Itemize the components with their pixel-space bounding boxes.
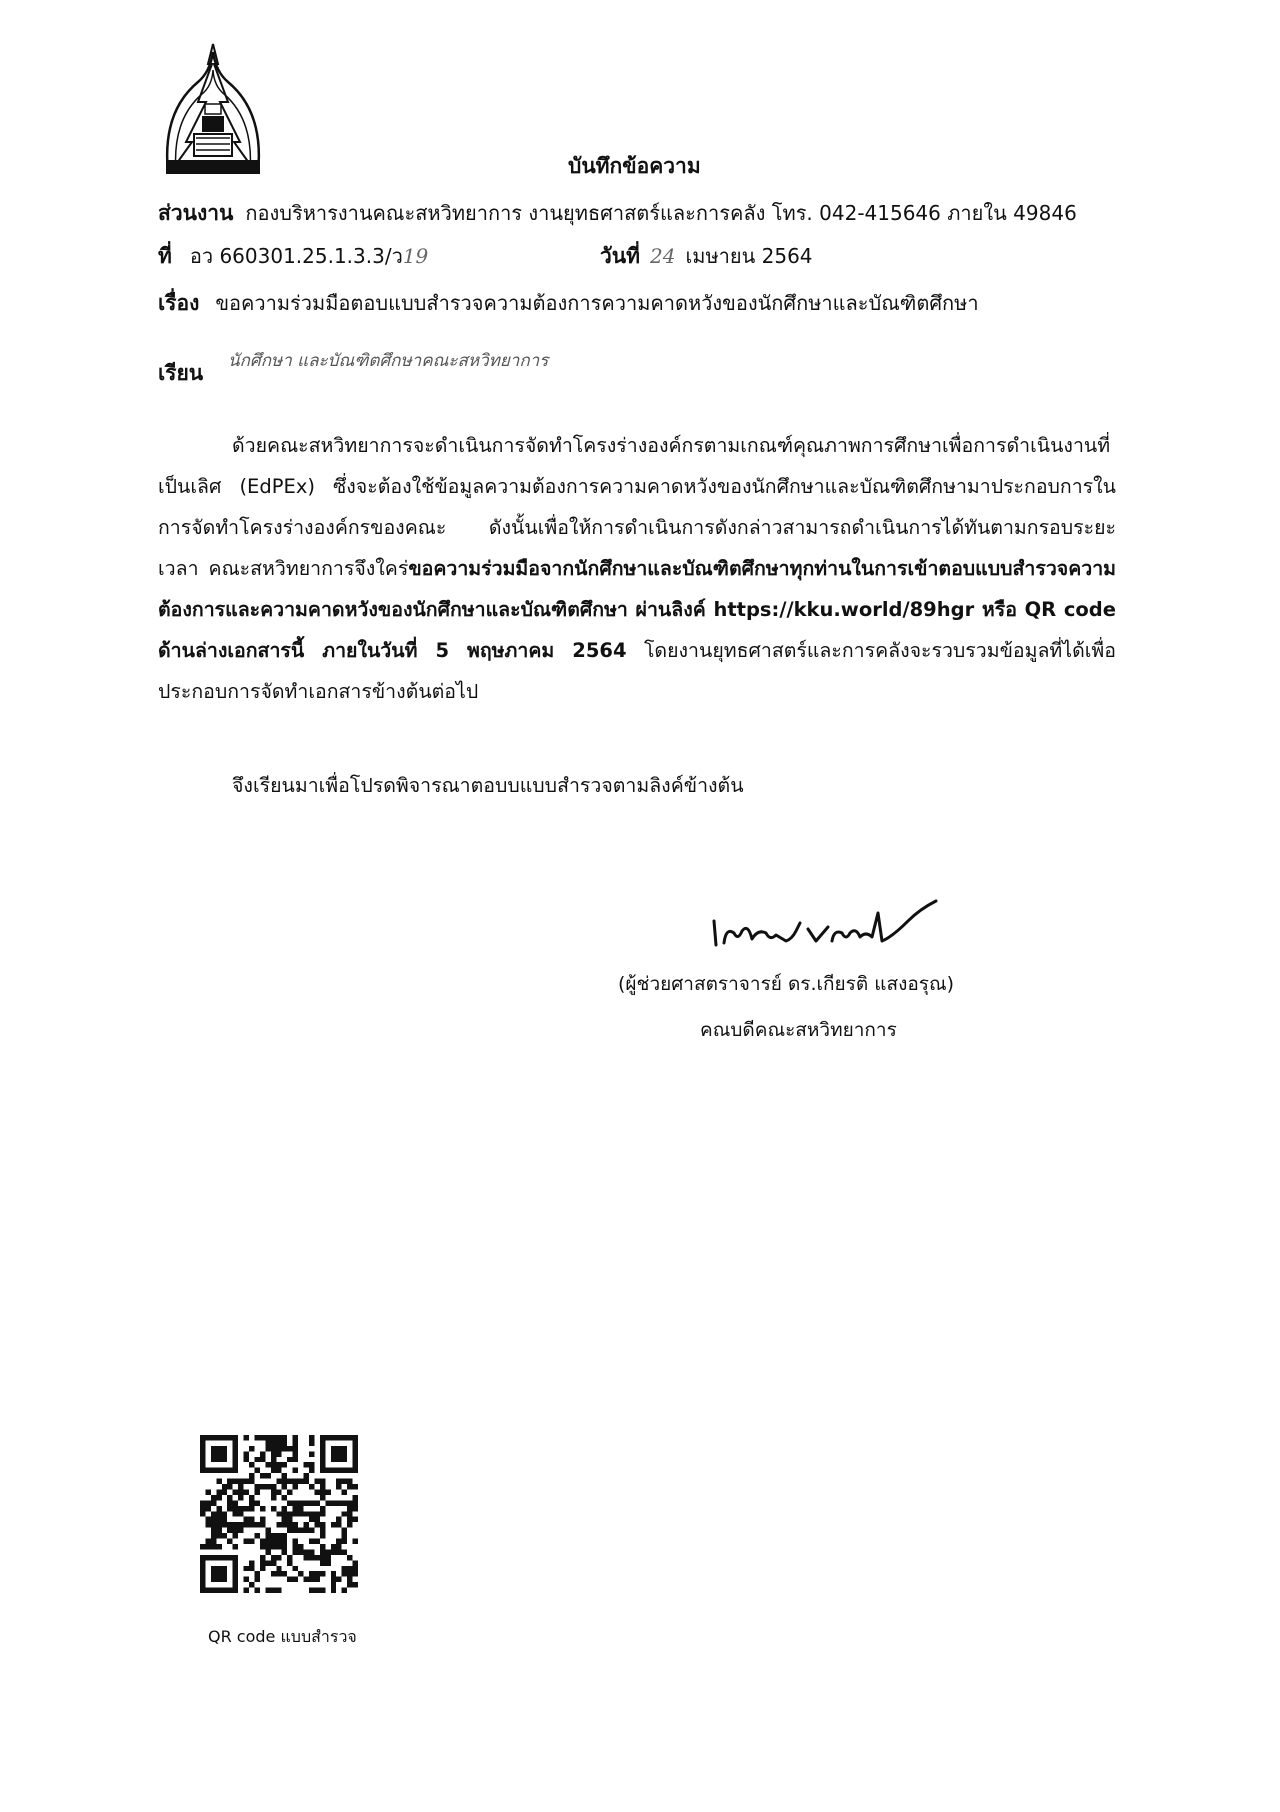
university-crest-logo: [158, 42, 268, 178]
survey-qr-code[interactable]: [200, 1435, 358, 1593]
date-label: วันที่: [600, 244, 640, 268]
date-month-year: เมษายน 2564: [685, 244, 813, 268]
subject-label: เรื่อง: [158, 291, 200, 315]
subject-value: ขอความร่วมมือตอบแบบสำรวจความต้องการความคาดหวังของนักศึกษาและบัณฑิตศึกษา: [215, 291, 979, 315]
recipient-row: [158, 351, 549, 390]
department-label: ส่วนงาน: [158, 201, 234, 225]
reference-label: ที่: [158, 244, 172, 268]
signature-image: [710, 893, 950, 953]
recipient-label: เรียน: [158, 361, 204, 385]
subject-row: [158, 287, 979, 320]
reference-handwritten: 19: [402, 244, 429, 268]
date-row: [600, 240, 813, 273]
signer-title: คณบดีคณะสหวิทยาการ: [700, 1019, 897, 1041]
memo-title: บันทึกข้อความ: [568, 154, 701, 178]
body-paragraph-end: โดยงานยุทธศาสตร์และการคลังจะรวบรวมข้อมูลที่ได้เพื่อประกอบการจัดทำเอกสารข้างต้นต่อไป: [158, 639, 1116, 703]
reference-number: อว 660301.25.1.3.3/ว: [189, 244, 403, 268]
qr-caption: QR code แบบสำรวจ: [208, 1627, 357, 1646]
date-day: 24: [650, 244, 676, 268]
reference-row: [158, 240, 428, 273]
department-row: [158, 197, 1077, 230]
memo-body: [158, 425, 1116, 712]
body-paragraph-bold: ขอความร่วมมือจากนักศึกษาและบัณฑิตศึกษาทุกท่านในการเข้าตอบแบบสำรวจความต้องการและความคาดหวังของนักศึกษาและบัณฑิตศึกษา ผ่านลิงค์ https://kku.world/89hgr หรือ QR code ด้านล่างเอกสารนี้ ภายในวันที่ 5 พฤษภาคม 2564: [158, 557, 1116, 662]
closing-line: จึงเรียนมาเพื่อโปรดพิจารณาตอบบแบบสำรวจตามลิงค์ข้างต้น: [232, 774, 744, 797]
body-paragraph: ด้วยคณะสหวิทยาการจะดำเนินการจัดทำโครงร่างองค์กรตามเกณฑ์คุณภาพการศึกษาเพื่อการดำเนินงานที่เป็นเลิศ (EdPEx) ซึ่งจะต้องใช้ข้อมูลความต้องการความคาดหวังของนักศึกษาและบัณฑิตศึกษามาประกอบการในการจัดทำโครงร่างองค์กรของคณะ ดังนั้นเพื่อให้การดำเนินการดังกล่าวสามารถดำเนินการได้ทันตามกรอบระยะเวลา คณะสหวิทยาการจึงใคร่: [158, 434, 1116, 580]
signer-name: (ผู้ช่วยศาสตราจารย์ ดร.เกียรติ แสงอรุณ): [618, 973, 955, 995]
recipient-handwritten: นักศึกษา และบัณฑิตศึกษาคณะสหวิทยาการ: [228, 351, 549, 371]
department-value: กองบริหารงานคณะสหวิทยาการ งานยุทธศาสตร์และการคลัง โทร. 042-415646 ภายใน 49846: [245, 201, 1077, 225]
